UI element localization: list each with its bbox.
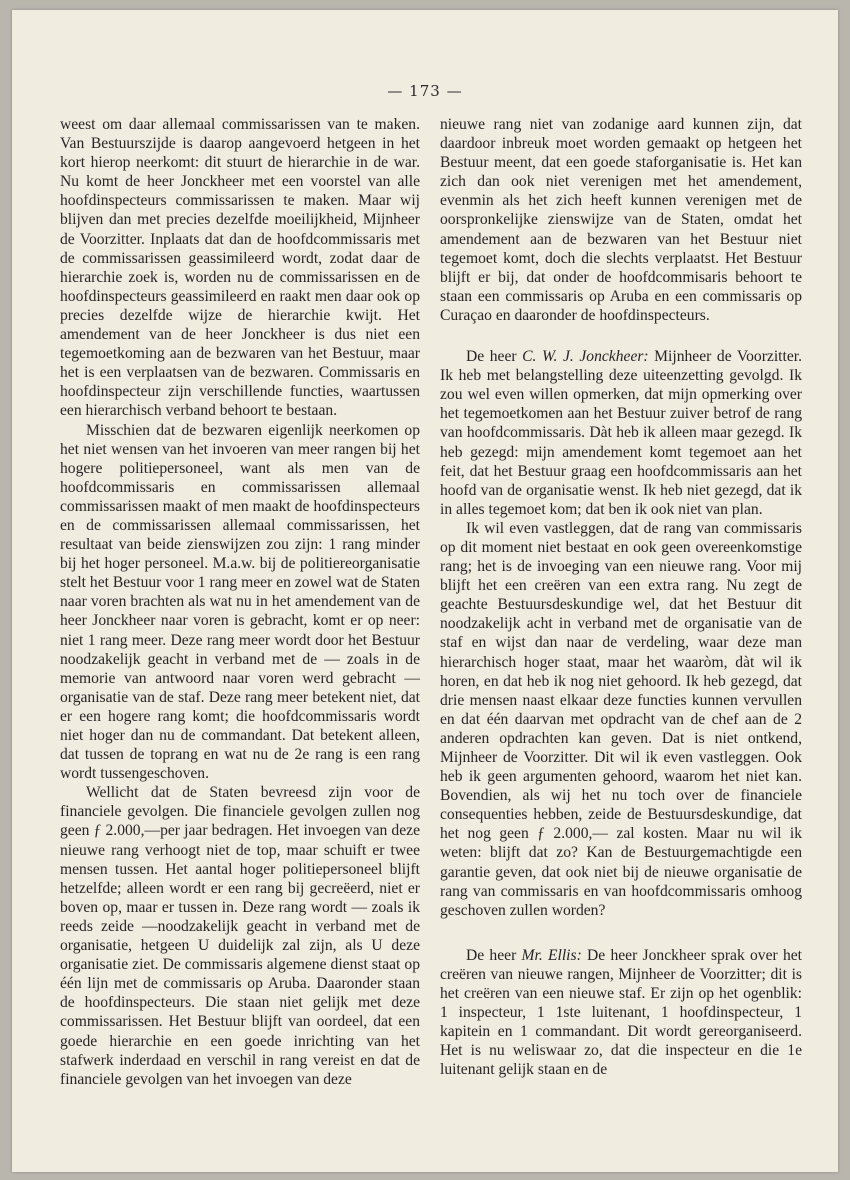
left-paragraph-1: weest om daar allemaal commissarissen van te maken. Van Bestuurszijde is daarop aangevoerd hetgeen in het kort hierop neerkomt: dit stuurt de hierarchie in de war. Nu komt de heer Jonckheer met een voorstel van alle hoofdinspecteurs commissarissen te maken. Maar wij blijven dan met precies dezelfde moeilijkheid, Mijnheer de Voorzitter. Inplaats dat dan de hoofdcommissaris met de commissarissen geassimileerd wordt, zodat daar de hierarchie zoek is, worden nu de commissarissen en de hoofdinspecteurs geassimileerd en raakt men daar ook op precies dezelfde wijze de hierarchie kwijt. Het amendement van de heer Jonckheer is dus niet een tegemoetkoming aan de bezwaren van het Bestuur, maar het is een verplaatsen van de bezwaren. Commissaris en hoofdinspecteur zijn verschillende functies, waartussen een hierarchisch verband behoort te bestaan.	[60, 116, 420, 420]
speaker-text-ellis: De heer Jonckheer sprak over het creëren van nieuwe rangen, Mijnheer de Voorzitter; dit is het creëren van een nieuwe staf. Er zijn op het ogenblik: 1 inspecteur, 1 1ste luitenant, 1 hoofdinspecteur, 1 kapitein en 1 commandant. Dit wordt gereorganiseerd. Het is nu weliswaar zo, dat die inspecteur en die 1e luitenant gelijk staan en de	[440, 946, 803, 1079]
speaker-name-jonckheer: C. W. J. Jonckheer:	[522, 348, 649, 366]
right-column	[440, 115, 802, 1080]
speaker-name-ellis: Mr. Ellis:	[521, 946, 582, 964]
speaker-paragraph-ellis	[440, 946, 802, 1080]
left-column	[60, 115, 420, 1089]
speaker-prefix: De heer	[466, 348, 523, 366]
right-paragraph-1: nieuwe rang niet van zodanige aard kunnen zijn, dat daardoor inbreuk moet worden gemaakt op hetgeen het Bestuur meent, dat een goede staforganisatie is. Het kan zich dan ook niet verenigen met het amendement, evenmin als het zich heeft kunnen verenigen met de oorspronkelijke zienswijze van de Staten, omdat het amendement aan de bezwaren van het Bestuur niet tegemoet komt, doch die slechts verplaatst. Het Bestuur blijft er bij, dat onder de hoofdcommisaris behoort te staan een commissaris op Aruba en een commissaris op Curaçao en daaronder de hoofdinspecteurs.	[440, 116, 802, 324]
speaker-text-jonckheer: Mijnheer de Voorzitter. Ik heb met belangstelling deze uiteenzetting gevolgd. Ik zou wel even willen opmerken, dat mijn opmerking over het tegemoetkomen aan het Bestuur zuiver betrof de rang van hoofdcommissaris. Dàt heb ik alleen maar gezegd. Ik heb gezegd: mijn amendement komt tegemoet aan het feit, dat het Bestuur graag een hoofdcommissaris aan het hoofd van de organisatie wenst. Ik heb niet gezegd, dat ik in alles tegemoet kom; dat ben ik ook niet van plan.	[440, 348, 802, 518]
document-page	[12, 10, 838, 1172]
speaker-paragraph-jonckheer	[440, 347, 802, 519]
page-number: — 173 —	[387, 82, 463, 100]
left-paragraph-2: Misschien dat de bezwaren eigenlijk neerkomen op het niet wensen van het invoeren van meer rangen bij het hogere politiepersoneel, want als men van de hoofdcommissaris en commissarissen allemaal commissarissen maakt of men maakt de hoofdinspecteurs en de commissarissen allemaal commissarissen, het resultaat van beide zienswijzen zou zijn: 1 rang minder bij het hoger personeel. M.a.w. bij de politiereorganisatie stelt het Bestuur voor 1 rang meer en zowel wat de Staten naar voren brachten als wat nu in het amendement van de heer Jonckheer naar voren is gebracht, komt er op neer: niet 1 rang meer. Deze rang meer wordt door het Bestuur noodzakelijk geacht in verband met de — zoals in de memorie van antwoord naar voren werd gebracht — organisatie van de staf. Deze rang meer betekent niet, dat er een hogere rang komt; die hoofdcommissaris wordt niet hoger dan nu de commandant. Dat betekent alleen, dat tussen de toprang en wat nu de 2e rang is een rang wordt tussengeschoven.	[60, 421, 420, 783]
left-paragraph-3: Wellicht dat de Staten bevreesd zijn voor de financiele gevolgen. Die financiele gevolgen zullen nog geen ƒ 2.000,—per jaar bedragen. Het invoegen van deze nieuwe rang verhoogt niet de top, maar schuift er twee mensen tussen. Het aantal hoger politiepersoneel blijft hetzelfde; alleen wordt er een rang bij gecreëerd, niet er boven op, maar er tussen in. Deze rang wordt — zoals ik reeds zeide —noodzakelijk geacht in verband met de organisatie, hetgeen U duidelijk zal zijn, als U deze organisatie ziet. De commissaris algemene dienst staat op één lijn met de commissaris op Aruba. Daaronder staan de hoofdinspecteurs. Die staan niet gelijk met deze commissarissen. Het Bestuur blijft van oordeel, dat een goede hierarchie en een goede inrichting van het stafwerk inderdaad en verschil in rang vereist en dat de financiele gevolgen van het invoegen van deze	[60, 784, 420, 1088]
right-paragraph-3: Ik wil even vastleggen, dat de rang van commissaris op dit moment niet bestaat en ook geen overeenkomstige rang; het is de invoeging van een nieuwe rang. Voor mij blijft het een creëren van een extra rang. Nu zegt de geachte Bestuursdeskundige wel, dat het Bestuur dit noodzakelijk acht in verband met de organisatie van de staf en wijst dan naar de verdeling, waar deze man hierarchisch hoger staat, maar het waaròm, dàt wil ik horen, en dat heb ik nog niet gehoord. Ik heb gezegd, dat drie mensen naast elkaar deze functies kunnen vervullen en dat één daarvan met opdracht van de chef aan de 2 anderen opdrachten kan geven. Dat is niet ontkend, Mijnheer de Voorzitter. Dit wil ik even vastleggen. Ook heb ik geen argumenten gehoord, waarom het niet kan. Bovendien, als wij het nu toch over de financiele consequenties hebben, zeide de Bestuursdeskundige, dat het nog geen ƒ 2.000,— zal kosten. Maar nu wil ik weten: blijft dat zo? Kan de Bestuurgemachtigde een garantie geven, dat ook niet bij de nieuwe organisatie de rang van commissaris en van hoofdcommissaris omhoog geschoven zullen worden?	[440, 519, 802, 919]
speaker-prefix: De heer	[466, 946, 522, 964]
